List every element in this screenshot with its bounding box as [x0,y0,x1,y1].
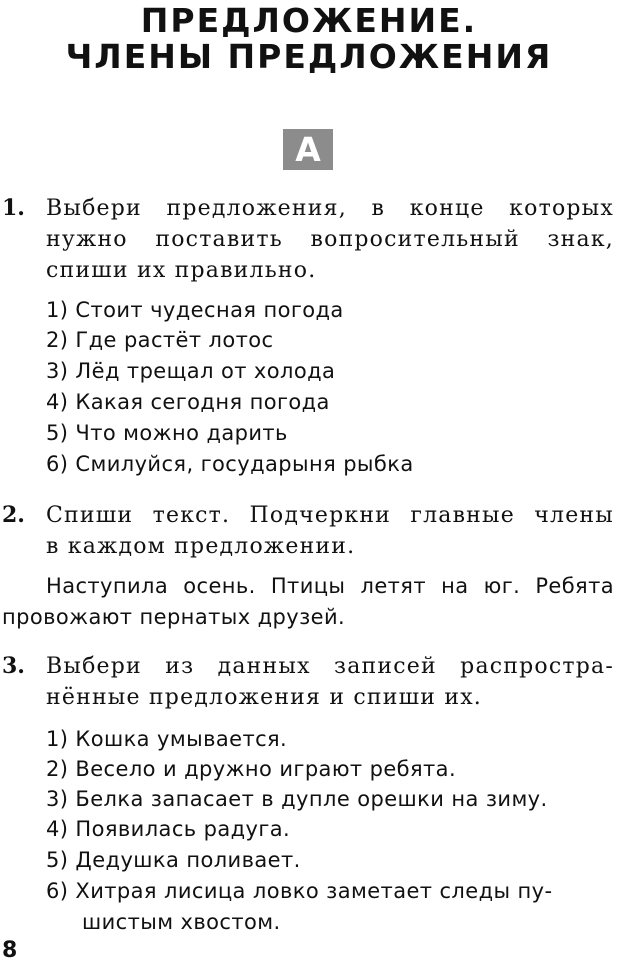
task-1-prompt-line-2: нужно поставить вопросительный знак, [46,227,614,252]
task-1-option-1: 1) Стоит чудесная погода [46,298,344,322]
task-1-option-3: 3) Лёд трещал от холода [46,359,336,383]
task-3-prompt-line-2: нённые предложения и спиши их. [46,685,482,710]
task-3-option-1: 1) Кошка умывается. [46,727,288,751]
task-3-option-6: 6) Хитрая лисица ловко заметает следы пу- [46,879,553,903]
task-1-prompt-line-3: спиши их правильно. [46,258,317,283]
task-1-prompt-line-1: Выбери предложения, в конце которых [46,196,614,221]
page-title-line-2: ЧЛЕНЫ ПРЕДЛОЖЕНИЯ [65,37,553,76]
task-1-option-6: 6) Смилуйся, государыня рыбка [46,452,414,476]
task-2-prompt-line-1: Спиши текст. Подчеркни главные члены [46,503,614,528]
task-3-option-5: 5) Дедушка поливает. [46,848,301,872]
task-2-prompt [46,500,614,562]
task-1-number: 1. [2,195,25,221]
task-3-prompt [46,651,614,713]
task-2-prompt-line-2: в каждом предложении. [46,534,356,559]
page-title-line-1: ПРЕДЛОЖЕНИЕ. [140,1,478,40]
task-3-prompt-line-1: Выбери из данных записей распростра- [46,654,614,679]
task-2-text-line-2: провожают пернатых друзей. [2,605,346,629]
task-3-option-4: 4) Появилась радуга. [46,817,291,841]
page-number: 8 [2,938,18,963]
task-3-option-6-continuation: шистым хвостом. [82,910,281,934]
task-3-number: 3. [2,653,25,679]
task-1-option-4: 4) Какая сегодня погода [46,390,330,414]
task-1-option-2: 2) Где растёт лотос [46,328,274,352]
task-2-text-line-1: Наступила осень. Птицы летят на юг. Ребята [46,574,614,598]
task-3-option-3: 3) Белка запасает в дупле орешки на зиму. [46,787,548,811]
task-1-prompt [46,193,614,286]
task-1-option-5: 5) Что можно дарить [46,421,288,445]
variant-badge: А [283,129,333,170]
task-3-option-2: 2) Весело и дружно играют ребята. [46,757,457,781]
task-2-number: 2. [2,502,25,528]
